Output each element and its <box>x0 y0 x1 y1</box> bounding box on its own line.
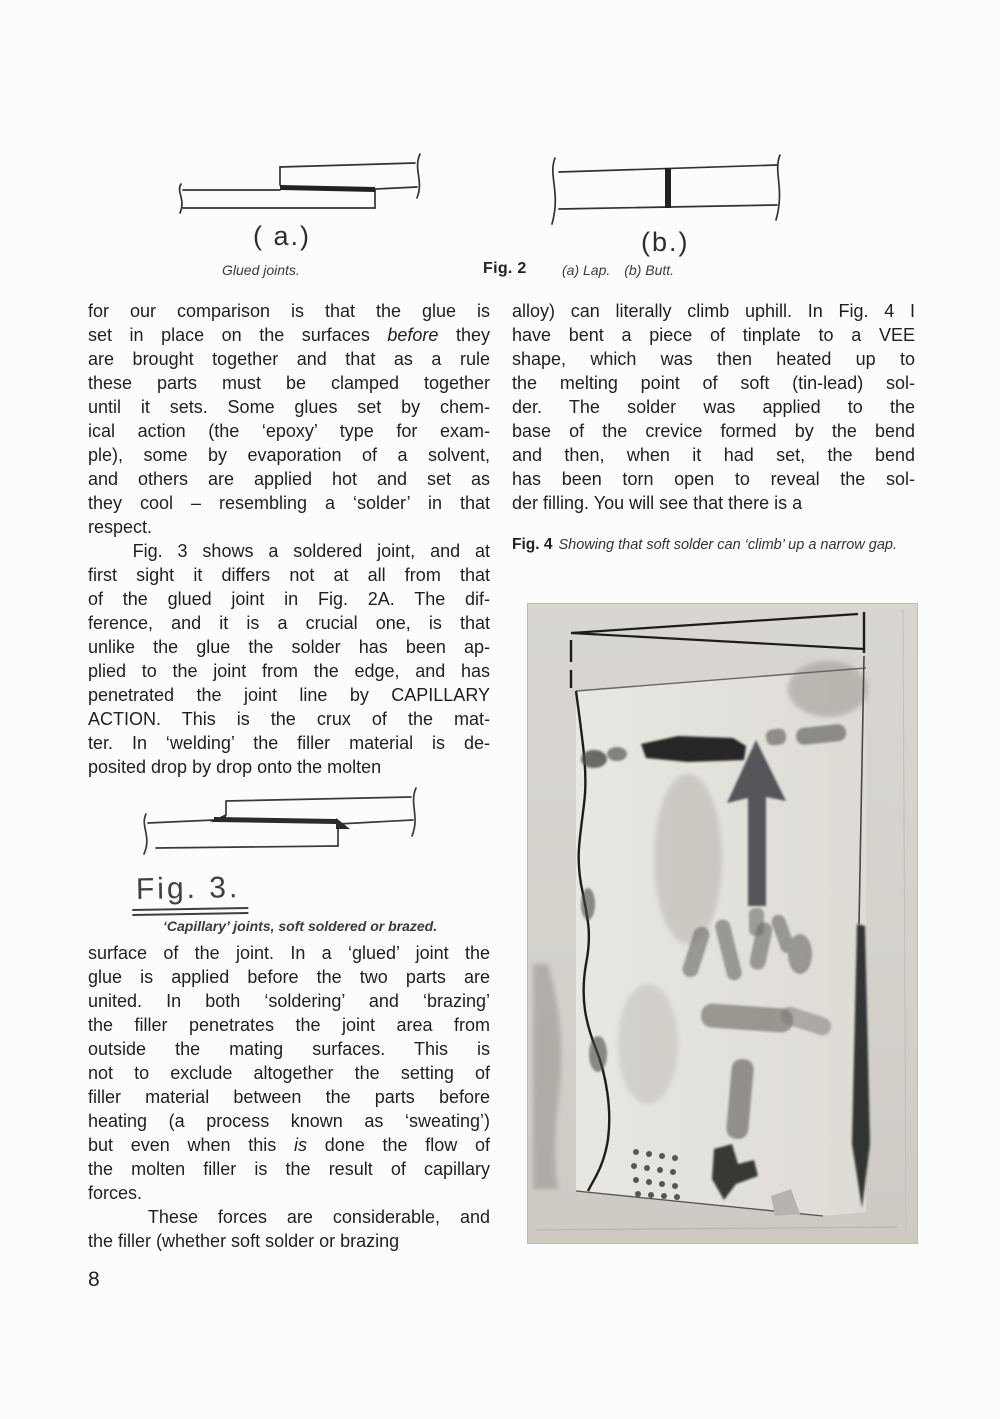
text-line: surface of the joint. In a ‘glued’ joint the <box>88 943 490 963</box>
left-column-paragraph-3 <box>88 941 490 1205</box>
left-column-paragraph-1 <box>88 299 490 539</box>
fig2-butt-joint-drawing <box>545 152 790 232</box>
text-line: der filling. You will see that there is a <box>512 493 803 513</box>
left-column-paragraph-4 <box>88 1205 490 1253</box>
text-line: and then, when it had set, the bend <box>512 445 915 465</box>
text-line: These forces are considerable, and <box>88 1207 490 1227</box>
text-line: they cool – resembling a ‘solder’ in that <box>88 493 490 513</box>
text-line: first sight it differs not at all from that <box>88 565 490 585</box>
text-line: but even when this is done the flow of <box>88 1135 490 1155</box>
text-line: for our comparison is that the glue is <box>88 301 490 321</box>
fig2-caption-parts: (a) Lap. (b) Butt. <box>562 262 675 278</box>
text-line: heating (a process known as ‘sweating’) <box>88 1111 490 1131</box>
text-line: forces. <box>88 1183 143 1203</box>
fig2-caption-glued-joints: Glued joints. <box>222 262 300 278</box>
text-line: are brought together and that as a rule <box>88 349 490 369</box>
text-line: shape, which was then heated up to <box>512 349 915 369</box>
fig4-photo <box>527 603 918 1244</box>
fig2-lap-joint-drawing <box>175 150 425 225</box>
text-line: unlike the glue the solder has been ap- <box>88 637 490 657</box>
text-line: the filler (whether soft solder or brazing <box>88 1231 400 1251</box>
fig2-label: Fig. 2 <box>483 260 527 277</box>
text-line: the melting point of soft (tin-lead) sol- <box>512 373 915 393</box>
fig2-label-a: ( a.) <box>253 221 312 251</box>
text-line: the molten filler is the result of capillary <box>88 1159 490 1179</box>
fig3-capillary-joint-drawing <box>126 786 421 861</box>
text-line: respect. <box>88 517 153 537</box>
text-line: of the glued joint in Fig. 2A. The dif- <box>88 589 490 609</box>
text-line: the filler penetrates the joint area from <box>88 1015 490 1035</box>
fig4-label: Fig. 4 <box>512 536 553 553</box>
text-line: not to exclude altogether the setting of <box>88 1063 490 1083</box>
text-line: ple), some by evaporation of a solvent, <box>88 445 490 465</box>
text-line: alloy) can literally climb uphill. In Fig. 4 I <box>512 301 915 321</box>
text-line: these parts must be clamped together <box>88 373 490 393</box>
text-line: and others are applied hot and set as <box>88 469 490 489</box>
fig3-label-wrap <box>132 872 248 915</box>
text-line: ference, and it is a crucial one, is that <box>88 613 490 633</box>
text-line: ical action (the ‘epoxy’ type for exam- <box>88 421 490 441</box>
fig4-caption <box>512 536 916 555</box>
text-line: until it sets. Some glues set by chem- <box>88 397 490 417</box>
text-line: filler material between the parts before <box>88 1087 490 1107</box>
fig4-caption-text: Showing that soft solder can ‘climb’ up a narrow gap. <box>558 537 898 553</box>
page-number: 8 <box>88 1268 100 1291</box>
text-line: posited drop by drop onto the molten <box>88 757 382 777</box>
text-line: plied to the joint from the edge, and has <box>88 661 490 681</box>
text-line: ter. In ‘welding’ the filler material is de- <box>88 733 490 753</box>
text-line: united. In both ‘soldering’ and ‘brazing’ <box>88 991 490 1011</box>
text-line: penetrated the joint line by CAPILLARY <box>88 685 490 705</box>
text-line: have bent a piece of tinplate to a VEE <box>512 325 915 345</box>
text-line: der. The solder was applied to the <box>512 397 915 417</box>
text-line: set in place on the surfaces before they <box>88 325 490 345</box>
text-line: ACTION. This is the crux of the mat- <box>88 709 490 729</box>
text-line: Fig. 3 shows a soldered joint, and at <box>88 541 490 561</box>
fig3-label: Fig. 3. <box>132 871 249 916</box>
fig2-label-b: (b.) <box>641 227 690 257</box>
text-line: has been torn open to reveal the sol- <box>512 469 915 489</box>
text-line: glue is applied before the two parts are <box>88 967 490 987</box>
fig3-caption: ‘Capillary’ joints, soft soldered or brazed. <box>163 918 438 934</box>
text-line: base of the crevice formed by the bend <box>512 421 915 441</box>
right-column-paragraph-1 <box>512 299 915 515</box>
text-line: outside the mating surfaces. This is <box>88 1039 490 1059</box>
left-column-paragraph-2 <box>88 539 490 779</box>
